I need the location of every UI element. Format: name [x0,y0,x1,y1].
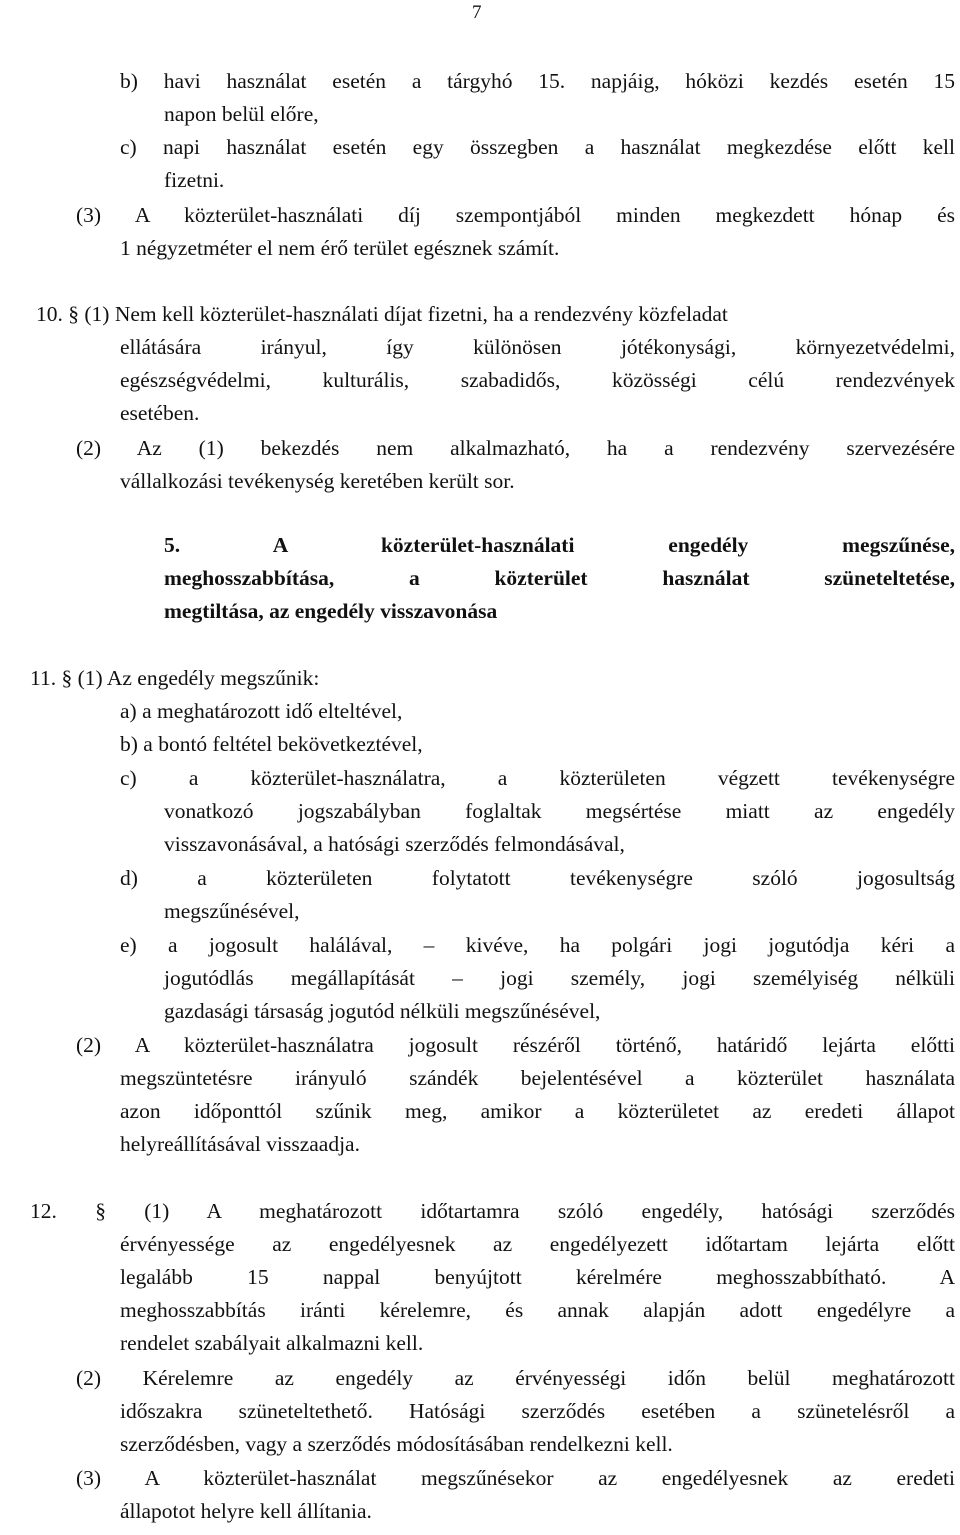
text-line: rendelet szabályait alkalmazni kell. [120,1331,424,1355]
text-line: vállalkozási tevékenység keretében került sor. [120,469,515,493]
text-line: (2) A közterület-használatra jogosult részéről történő, határidő lejárta előtti [76,1033,955,1057]
text-line: állapotot helyre kell állítania. [120,1499,372,1523]
text-line: 10. § (1) Nem kell közterület-használati díjat fizetni, ha a rendezvény közfeladat [36,302,728,326]
text-line: 1 négyzetméter el nem érő terület egésznek számít. [120,236,560,260]
text-line: legalább 15 nappal benyújtott kérelmére meghosszabbítható. A [120,1265,955,1289]
text-line: időszakra szüneteltethető. Hatósági szerződés esetében a szünetelésről a [120,1399,955,1423]
text-line: b) a bontó feltétel bekövetkeztével, [120,732,423,756]
page-number: 7 [472,2,482,23]
text-line: (3) A közterület-használati díj szempontjából minden megkezdett hónap és [76,203,955,227]
text-line: c) napi használat esetén egy összegben a használat megkezdése előtt kell [120,135,955,159]
text-line: (3) A közterület-használat megszűnésekor az engedélyesnek az eredeti [76,1466,955,1490]
text-line: szerződésben, vagy a szerződés módosításában rendelkezni kell. [120,1432,673,1456]
section-heading-line: meghosszabbítása, a közterület használat szüneteltetése, [164,566,955,590]
text-line: d) a közterületen folytatott tevékenységre szóló jogosultság [120,866,955,890]
text-line: azon időponttól szűnik meg, amikor a közterületet az eredeti állapot [120,1099,955,1123]
text-line: b) havi használat esetén a tárgyhó 15. napjáig, hóközi kezdés esetén 15 [120,69,955,93]
text-line: megszűnésével, [164,899,300,923]
text-line: helyreállításával visszaadja. [120,1132,360,1156]
text-line: e) a jogosult halálával, – kivéve, ha polgári jogi jogutódja kéri a [120,933,955,957]
text-line: meghosszabbítás iránti kérelemre, és annak alapján adott engedélyre a [120,1298,955,1322]
text-line: (2) Kérelemre az engedély az érvényességi időn belül meghatározott [76,1366,955,1390]
section-heading-line: megtiltása, az engedély visszavonása [164,599,498,623]
text-line: esetében. [120,401,200,425]
text-line: érvényessége az engedélyesnek az engedélyezett időtartam lejárta előtt [120,1232,955,1256]
text-line: c) a közterület-használatra, a közterületen végzett tevékenységre [120,766,955,790]
text-line: napon belül előre, [164,102,319,126]
text-line: jogutódlás megállapítását – jogi személy, jogi személyiség nélküli [164,966,955,990]
text-line: gazdasági társaság jogutód nélküli megszűnésével, [164,999,601,1023]
text-line: visszavonásával, a hatósági szerződés felmondásával, [164,832,625,856]
text-line: (2) Az (1) bekezdés nem alkalmazható, ha a rendezvény szervezésére [76,436,955,460]
text-line: ellátására irányul, így különösen jótékonysági, környezetvédelmi, [120,335,955,359]
text-line: vonatkozó jogszabályban foglaltak megsértése miatt az engedély [164,799,955,823]
text-line: fizetni. [164,168,225,192]
text-line: a) a meghatározott idő elteltével, [120,699,403,723]
section-heading-line: 5. A közterület-használati engedély megszűnése, [164,533,955,557]
text-line: egészségvédelmi, kulturális, szabadidős, közösségi célú rendezvények [120,368,955,392]
text-line: 11. § (1) Az engedély megszűnik: [30,666,320,690]
text-line: 12. § (1) A meghatározott időtartamra szóló engedély, hatósági szerződés [30,1199,955,1223]
text-line: megszüntetésre irányuló szándék bejelentésével a közterület használata [120,1066,955,1090]
